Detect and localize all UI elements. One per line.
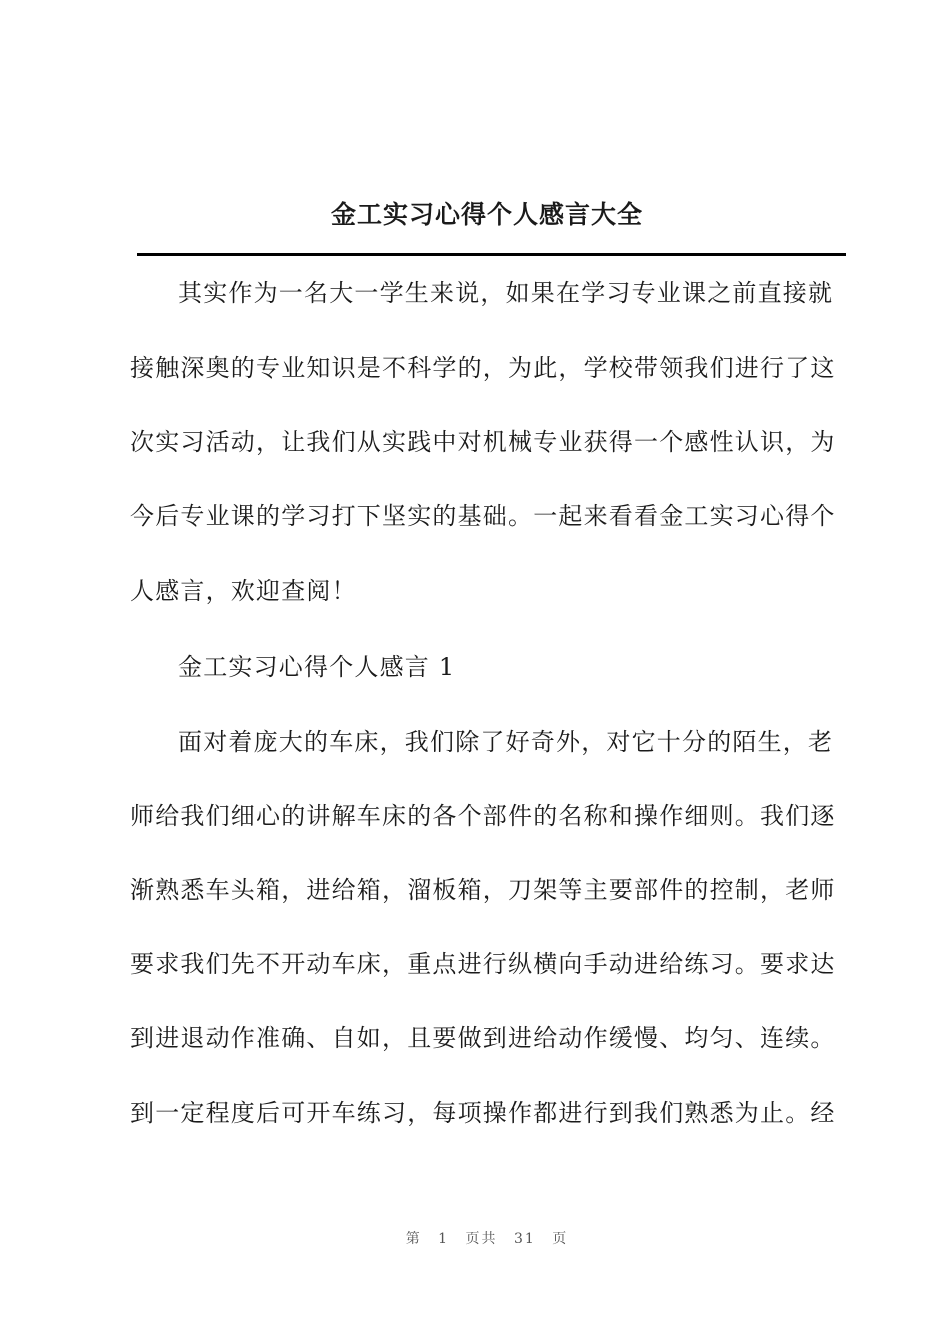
page-number-footer: 第 1 页共 31 页	[405, 1231, 569, 1247]
text-line: 其实作为一名大一学生来说，如果在学习专业课之前直接就	[178, 279, 834, 307]
text-line: 到一定程度后可开车练习，每项操作都进行到我们熟悉为止。经	[130, 1099, 836, 1127]
text-line: 面对着庞大的车床，我们除了好奇外，对它十分的陌生，老	[178, 728, 834, 756]
text-line: 要求我们先不开动车床，重点进行纵横向手动进给练习。要求达	[130, 950, 836, 978]
text-line: 人感言，欢迎查阅！	[130, 577, 357, 605]
text-line: 今后专业课的学习打下坚实的基础。一起来看看金工实习心得个	[130, 502, 836, 530]
text-line: 渐熟悉车头箱，进给箱，溜板箱，刀架等主要部件的控制，老师	[130, 876, 836, 904]
text-line: 师给我们细心的讲解车床的各个部件的名称和操作细则。我们逐	[130, 802, 836, 830]
section-heading: 金工实习心得个人感言 1	[178, 653, 456, 681]
text-line: 次实习活动，让我们从实践中对机械专业获得一个感性认识，为	[130, 428, 836, 456]
title-divider	[137, 253, 846, 256]
text-line: 到进退动作准确、自如，且要做到进给动作缓慢、均匀、连续。	[130, 1024, 836, 1052]
text-line: 接触深奥的专业知识是不科学的，为此，学校带领我们进行了这	[130, 354, 836, 382]
page-title: 金工实习心得个人感言大全	[330, 200, 643, 229]
